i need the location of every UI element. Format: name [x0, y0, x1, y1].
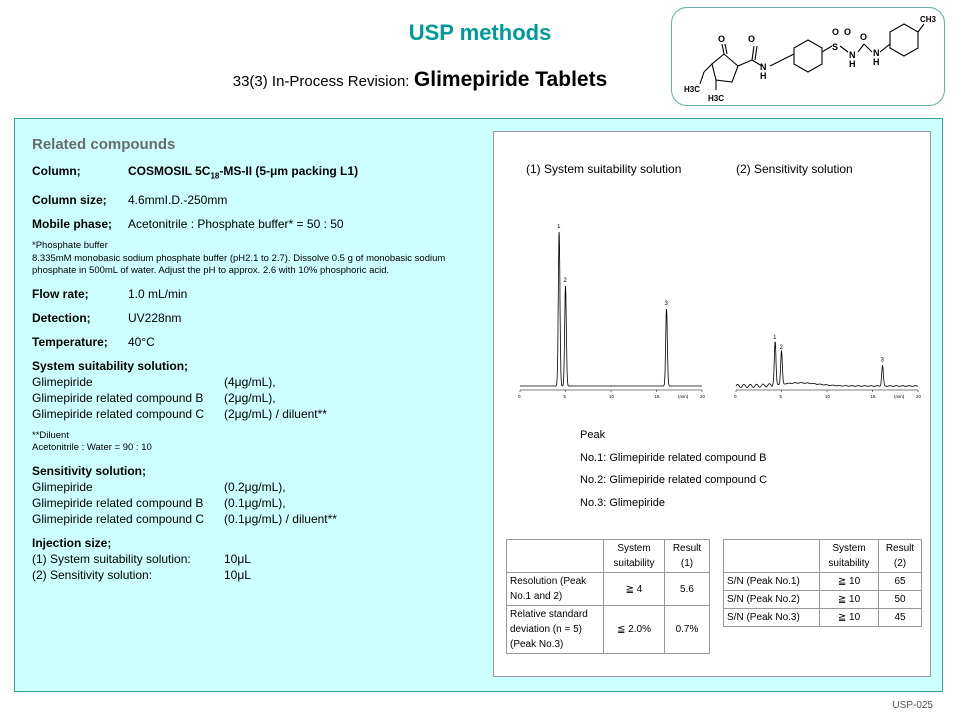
column-value-post: -MS-II (5-μm packing L1) — [219, 164, 359, 178]
atom-o-label: O — [844, 27, 852, 37]
atom-n-label: N — [760, 62, 767, 72]
table-cell: ≧ 4 — [604, 573, 665, 606]
table-header: Result (2) — [879, 540, 922, 573]
chromatogram-1 — [516, 224, 716, 404]
sens-title: Sensitivity solution; — [32, 463, 147, 478]
table-cell: ≧ 10 — [820, 573, 879, 591]
list-item — [32, 495, 492, 511]
peak-label: 2 — [563, 277, 567, 284]
table-cell: ≧ 10 — [820, 609, 879, 627]
detection-value: UV228nm — [128, 310, 182, 325]
table-row — [724, 573, 922, 591]
table-cell: 5.6 — [665, 573, 710, 606]
sss-item-conc: (2μg/mL) / diluent** — [224, 406, 327, 421]
list-item — [32, 390, 492, 406]
peak-legend-item: No.3: Glimepiride — [580, 496, 665, 509]
peak-label: 1 — [557, 224, 561, 230]
atom-o-label: O — [748, 34, 756, 44]
peak-legend — [580, 424, 767, 514]
table-cell: 0.7% — [665, 606, 710, 654]
buffer-note-text: 8.335mM monobasic sodium phosphate buffer (pH2.1 to 2.7). Dissolve 0.5 g of monobasic sodium phosphate in 500mL of water. Adjust the pH to approx. 2.6 with 10% phosphoric acid. — [32, 252, 446, 277]
temperature-label: Temperature; — [32, 334, 108, 349]
diluent-text: Acetonitrile : Water = 90 : 10 — [32, 442, 152, 454]
list-item — [32, 406, 492, 422]
table-row — [507, 606, 710, 654]
peak-legend-item: No.1: Glimepiride related compound B — [580, 451, 767, 464]
peak-label: 1 — [773, 335, 777, 342]
atom-h3c-label: H3C — [708, 94, 725, 103]
column-row — [32, 163, 492, 184]
section-title: Related compounds — [32, 136, 176, 153]
system-suitability-solution — [32, 358, 492, 422]
flow-rate-value: 1.0 mL/min — [128, 286, 188, 301]
table-cell: Relative standard deviation (n = 5)(Peak No.3) — [507, 606, 604, 654]
table-row — [724, 609, 922, 627]
chromatogram-label-2: (2) Sensitivity solution — [736, 162, 853, 176]
table-cell: S/N (Peak No.1) — [724, 573, 820, 591]
content-panel — [14, 118, 943, 692]
table-header: System suitability — [820, 540, 879, 573]
table-cell: ≧ 10 — [820, 591, 879, 609]
sensitivity-solution — [32, 463, 492, 527]
detection-row — [32, 310, 492, 326]
mobile-phase-value: Acetonitrile : Phosphate buffer* = 50 : 50 — [128, 217, 344, 232]
x-axis-unit: (min) — [894, 394, 905, 399]
sss-item-name: Glimepiride — [32, 374, 93, 389]
atom-o-label: O — [860, 32, 868, 42]
column-label: Column; — [32, 164, 81, 178]
x-tick-label: 10 — [825, 394, 831, 399]
atom-o-label: O — [832, 27, 840, 37]
sens-item-name: Glimepiride — [32, 479, 93, 494]
list-item — [32, 374, 492, 390]
diluent-note — [32, 430, 492, 455]
sens-item-conc: (0.1μg/mL) / diluent** — [224, 511, 337, 526]
temperature-value: 40°C — [128, 334, 155, 349]
x-tick-label: 0 — [734, 394, 737, 399]
peak-label: 3 — [880, 357, 884, 364]
list-item — [32, 551, 492, 567]
table-cell: 45 — [879, 609, 922, 627]
chromatogram-trace — [736, 342, 918, 388]
sss-item-conc: (4μg/mL), — [224, 374, 276, 389]
x-tick-label: 20 — [700, 394, 706, 399]
list-item — [32, 511, 492, 527]
sens-item-name: Glimepiride related compound B — [32, 495, 204, 510]
atom-n-label: N — [873, 48, 880, 58]
peak-label: 2 — [779, 345, 783, 352]
table-row — [724, 540, 922, 573]
column-size-row — [32, 192, 492, 208]
table-header: Result (1) — [665, 540, 710, 573]
flow-rate-label: Flow rate; — [32, 286, 89, 301]
flow-rate-row — [32, 286, 492, 302]
chemical-structure — [671, 7, 945, 106]
sens-item-conc: (0.2μg/mL), — [224, 479, 286, 494]
x-tick-label: 15 — [870, 394, 876, 399]
injection-size — [32, 535, 492, 583]
sss-title: System suitability solution; — [32, 358, 189, 373]
x-axis-unit: (min) — [678, 394, 689, 399]
footer-code: USP-025 — [892, 700, 933, 711]
chromatogram-label-1: (1) System suitability solution — [526, 162, 682, 176]
table-cell: 50 — [879, 591, 922, 609]
mobile-phase-label: Mobile phase; — [32, 217, 113, 232]
table-cell: ≦ 2.0% — [604, 606, 665, 654]
sss-item-name: Glimepiride related compound B — [32, 390, 204, 405]
inj-item-name: (2) Sensitivity solution: — [32, 567, 153, 582]
peak-label: 3 — [664, 301, 668, 307]
table-cell: Resolution (Peak No.1 and 2) — [507, 573, 604, 606]
detection-label: Detection; — [32, 310, 91, 325]
x-tick-label: 15 — [654, 394, 660, 399]
chromatogram-trace — [520, 232, 702, 386]
table-cell: 65 — [879, 573, 922, 591]
atom-o-label: O — [718, 34, 726, 44]
inj-item-vol: 10μL — [224, 567, 251, 582]
subtitle-prefix: 33(3) In-Process Revision: — [232, 73, 410, 90]
diluent-title: **Diluent — [32, 429, 69, 441]
system-suitability-table-1 — [506, 539, 710, 654]
column-size-value: 4.6mmI.D.-250mm — [128, 193, 228, 208]
buffer-note-title: *Phosphate buffer — [32, 240, 108, 252]
buffer-note — [32, 240, 492, 278]
inj-title: Injection size; — [32, 535, 112, 550]
atom-n-label: N — [849, 50, 856, 60]
x-tick-label: 0 — [518, 394, 521, 399]
table-header — [507, 540, 604, 573]
inj-item-vol: 10μL — [224, 551, 251, 566]
inj-item-name: (1) System suitability solution: — [32, 551, 191, 566]
atom-s-label: S — [832, 42, 839, 52]
peak-legend-item: No.2: Glimepiride related compound C — [580, 474, 768, 486]
peak-legend-title: Peak — [580, 429, 606, 441]
temperature-row — [32, 334, 492, 350]
table-row — [724, 591, 922, 609]
list-item — [32, 479, 492, 495]
page-subtitle — [180, 68, 660, 92]
list-item — [32, 567, 492, 583]
method-details — [32, 137, 492, 591]
table-cell: S/N (Peak No.3) — [724, 609, 820, 627]
sss-item-name: Glimepiride related compound C — [32, 406, 205, 421]
x-tick-label: 5 — [779, 394, 783, 399]
table-header: System suitability — [604, 540, 665, 573]
column-size-label: Column size; — [32, 193, 107, 208]
atom-h3c-label: H3C — [684, 85, 701, 94]
column-value-pre: COSMOSIL 5C — [128, 164, 211, 178]
subtitle-main: Glimepiride Tablets — [413, 68, 608, 91]
chromatogram-2 — [732, 300, 932, 404]
page-title: USP methods — [408, 20, 552, 45]
atom-ch3-label: CH3 — [920, 15, 937, 24]
table-cell: S/N (Peak No.2) — [724, 591, 820, 609]
column-value-sub: 18 — [210, 171, 220, 181]
sss-item-conc: (2μg/mL), — [224, 390, 276, 405]
results-panel — [493, 131, 931, 677]
system-suitability-table-2 — [723, 539, 922, 627]
atom-h-label: H — [760, 71, 767, 81]
x-tick-label: 20 — [916, 394, 922, 399]
x-tick-label: 10 — [609, 394, 615, 399]
glimepiride-structure-svg — [672, 8, 944, 105]
table-header — [724, 540, 820, 573]
table-row — [507, 540, 710, 573]
sens-item-conc: (0.1μg/mL), — [224, 495, 286, 510]
column-value — [128, 163, 358, 184]
table-row — [507, 573, 710, 606]
atom-h-label: H — [849, 59, 856, 69]
x-tick-label: 5 — [563, 394, 567, 399]
mobile-phase-row — [32, 216, 492, 232]
sens-item-name: Glimepiride related compound C — [32, 511, 205, 526]
atom-h-label: H — [873, 57, 880, 67]
